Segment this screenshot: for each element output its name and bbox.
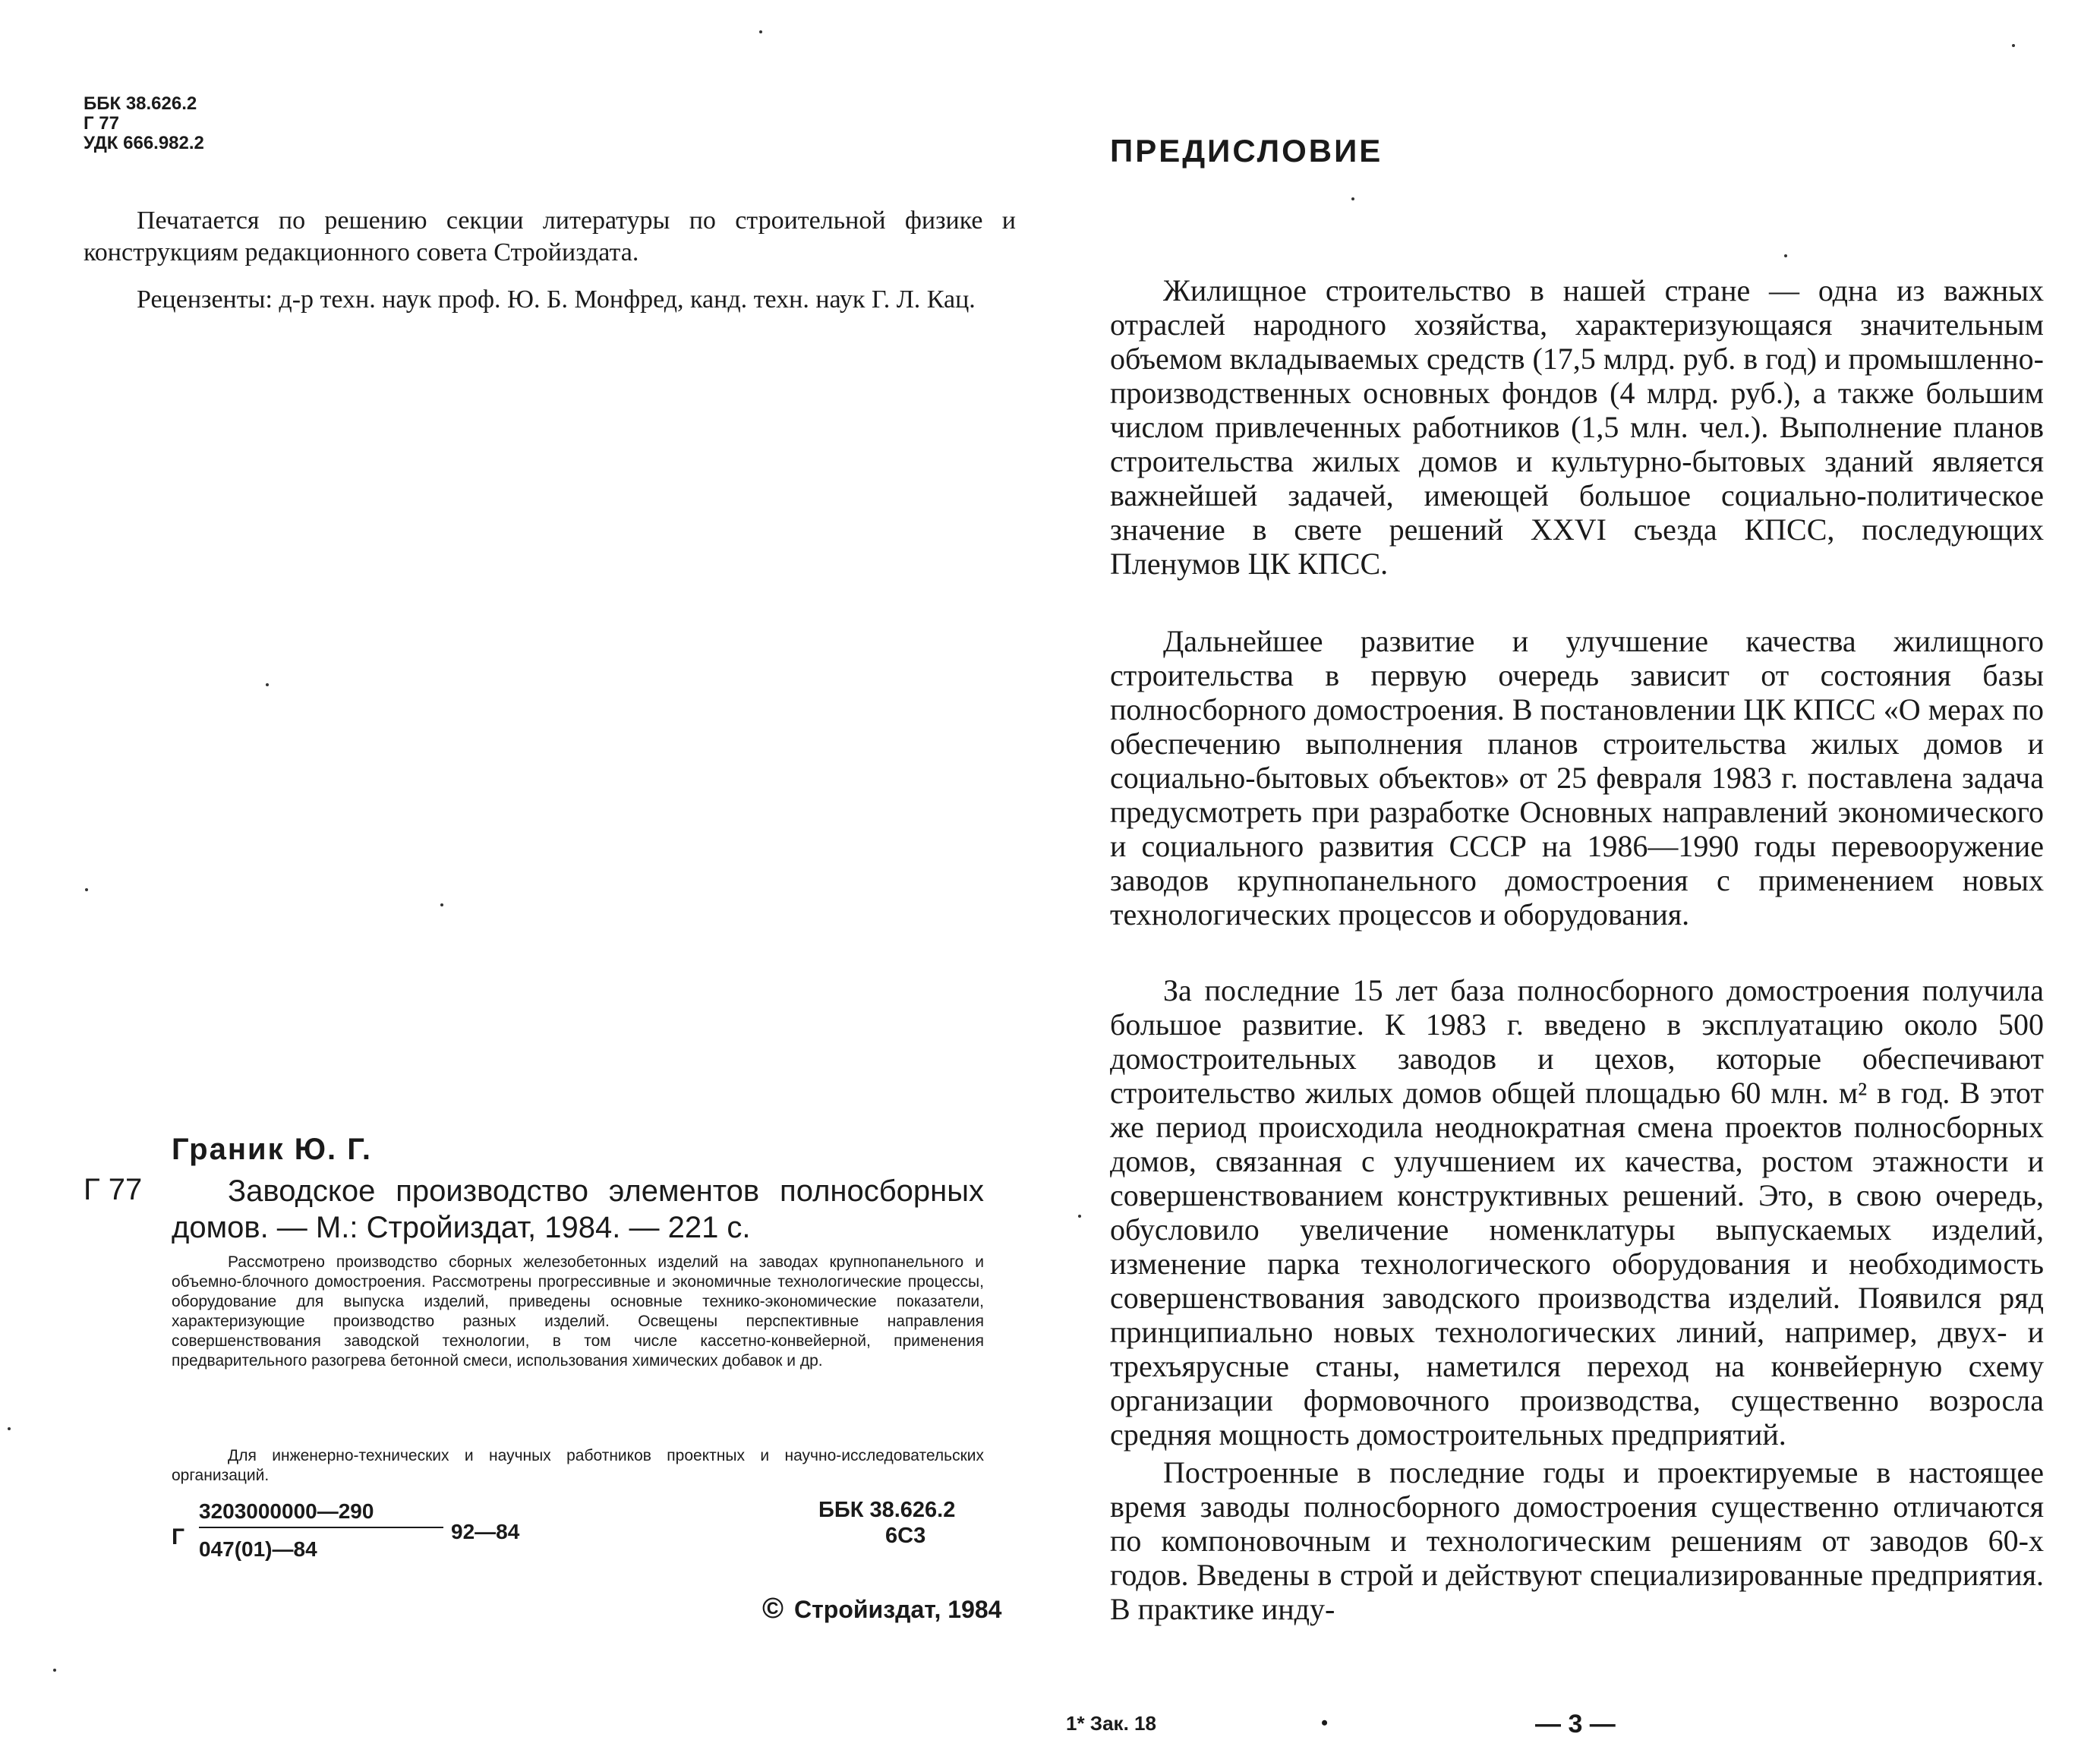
scan-speck	[85, 888, 88, 891]
index-denominator: 047(01)—84	[199, 1537, 317, 1561]
udk-code: УДК 666.982.2	[84, 133, 204, 153]
classification-codes	[84, 94, 204, 153]
author-name: Граник Ю. Г.	[172, 1133, 372, 1166]
body-paragraph-4: Построенные в последние годы и проектируемые в настоящее время заводы полносборного домостроения существенно отличаются по компоновочным и технологическим решениям от заводов 60-х годов. Введены в строй и действуют специализированные предприятия. В практике инду-	[1110, 1455, 2044, 1626]
copyright-text: Стройиздат, 1984	[794, 1596, 1002, 1623]
catalog-mark: Г 77	[84, 1173, 143, 1206]
bullet-mark: •	[1321, 1712, 1329, 1734]
body-paragraph-3: За последние 15 лет база полносборного домостроения получила большое развитие. К 1983 г. введено в эксплуатацию около 500 домостроительных заводов и цехов, которые обеспечивают строительство жилых домов общей площадью 60 млн. м² в год. В этот же период происходила неоднократная смена проектов полносборных домов, связанная с улучшением их качества, ростом этажности и совершенствованием конструктивных решений. Это, в свою очередь, обусловило увеличение номенклатуры выпускаемых изделий, изменение парка технологического оборудования и необходимость совершенствования заводского производства изделий. Появился ряд принципиально новых технологических линий, например, двух- и трехъярусные станы, наметился переход на конвейерную схему организации формовочного производства, существенно возросла средняя мощность домостроительных предприятий.	[1110, 973, 2044, 1452]
bbk-bottom-class: 6С3	[885, 1524, 926, 1548]
bbk-bottom-code: ББК 38.626.2	[818, 1498, 956, 1522]
page-number: — 3 —	[1535, 1710, 1616, 1738]
copyright-icon: ©	[762, 1593, 784, 1625]
printer-signature: 1* Зак. 18	[1066, 1712, 1156, 1735]
book-title-entry: Заводское производство элементов полносборных домов. — М.: Стройиздат, 1984. — 221 с.	[172, 1174, 984, 1244]
scan-speck	[759, 30, 762, 33]
scan-speck	[440, 903, 443, 906]
annotation: Рассмотрено производство сборных железобетонных изделий на заводах крупнопанельного и объемно-блочного домостроения. Рассмотрены прогрессивные и экономичные технологические процессы, оборудование для выпуска изделий, приведены основные технико-экономические показатели, характеризующие производство разных изделий. Освещены перспективные направления совершенствования заводской технологии, в том числе кассетно-конвейерной, применения предварительного разогрева бетонной смеси, использования химических добавок и др.	[172, 1253, 984, 1370]
scan-speck	[266, 683, 269, 686]
page-heading: ПРЕДИСЛОВИЕ	[1110, 133, 1383, 169]
scan-speck	[1078, 1215, 1081, 1218]
book-spine	[1052, 0, 1074, 1740]
scan-speck	[1351, 197, 1354, 200]
index-numerator: 3203000000—290	[199, 1499, 443, 1528]
bbk-code: ББК 38.626.2	[84, 93, 197, 114]
scan-speck	[2012, 44, 2015, 47]
index-suffix: 92—84	[451, 1520, 520, 1543]
copyright	[762, 1593, 1001, 1625]
body-paragraph-2: Дальнейшее развитие и улучшение качества жилищного строительства в первую очередь зависит от состояния базы полносборного домостроения. В постановлении ЦК КПСС «О мерах по обеспечению выполнения планов строительства жилых домов и социально-бытовых объектов» от 25 февраля 1983 г. поставлена задача предусмотреть при разработке Основных направлений экономического и социального развития СССР на 1986—1990 годы перевооружение заводов крупнопанельного домостроения с применением новых технологических процессов и оборудования.	[1110, 624, 2044, 931]
scan-speck	[53, 1669, 56, 1672]
catalog-code: Г 77	[84, 113, 119, 134]
reviewers: Рецензенты: д-р техн. наук проф. Ю. Б. Монфред, канд. техн. наук Г. Л. Кац.	[137, 285, 976, 314]
body-paragraph-1: Жилищное строительство в нашей стране — одна из важных отраслей народного хозяйства, характеризующаяся значительным объемом вкладываемых средств (17,5 млрд. руб. в год) и промышленно-производственных основных фондов (4 млрд. руб.), а также большим числом привлеченных работников (1,5 млн. чел.). Выполнение планов строительства жилых домов и культурно-бытовых зданий является важнейшей задачей, имеющей большое социально-политическое значение в свете решений XXVI съезда КПСС, последующих Пленумов ЦК КПСС.	[1110, 273, 2044, 581]
scan-speck	[8, 1427, 11, 1430]
scan-speck	[1784, 254, 1787, 257]
audience-note: Для инженерно-технических и научных работников проектных и научно-исследовательских организаций.	[172, 1447, 984, 1484]
index-letter: Г	[172, 1524, 185, 1549]
bbk-bottom	[818, 1497, 955, 1549]
publication-decision: Печатается по решению секции литературы по строительной физике и конструкциям редакционного совета Стройиздата.	[84, 206, 1016, 266]
